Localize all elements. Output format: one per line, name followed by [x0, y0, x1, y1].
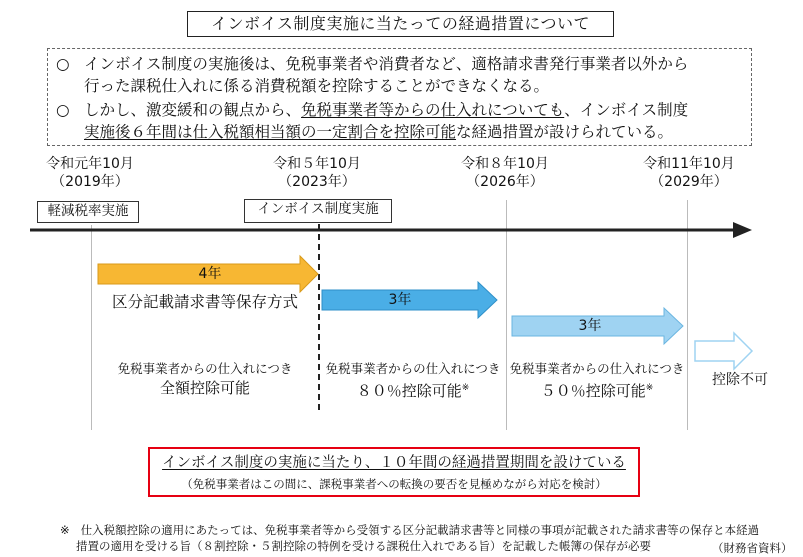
bullet-circle-icon: ○: [56, 55, 70, 73]
footnote-line-1: [60, 522, 759, 538]
date-year: （2023年）: [278, 174, 356, 190]
intro-text-3b: 免税事業者等からの仕入れについても: [301, 101, 565, 119]
footnote-mark: ※: [645, 383, 654, 393]
timeline-arrowhead-icon: [733, 222, 752, 238]
bullet-circle-icon: ○: [56, 101, 70, 119]
arrow-no-deduction: [695, 333, 752, 369]
date-era: 令和５年10月: [273, 156, 361, 172]
date-year: （2019年）: [51, 174, 129, 190]
period-2-deduction: [320, 360, 506, 401]
date-era: 令和８年10月: [461, 156, 549, 172]
intro-text-4a: 実施後６年間は仕入税額相当額の一定割合を控除可能: [84, 123, 457, 141]
period-2-years: 3年: [388, 292, 412, 308]
footnote-line-2: 措置の適用を受ける旨（８割控除・５割控除の特例を受ける課税仕入れである旨）を記載した帳簿の保存が必要: [76, 539, 651, 553]
period-1-deduction: [92, 360, 318, 398]
source-label: （財務省資料）: [712, 541, 793, 555]
footnote-mark: ※: [461, 383, 470, 393]
summary-note: （免税事業者はこの間に、課税事業者への転換の要否を見極めながら対応を検討）: [181, 477, 607, 491]
period-3-deduction: [507, 360, 687, 401]
intro-text-3a: しかし、激変緩和の観点から、: [84, 101, 302, 119]
caption: 免税事業者からの仕入れにつき: [325, 361, 501, 376]
footnote-mark: ※: [60, 523, 70, 537]
caption: 免税事業者からの仕入れにつき: [509, 361, 685, 376]
date-era: 令和元年10月: [46, 156, 134, 172]
tag-reduced-tax: 軽減税率実施: [37, 201, 139, 223]
period-4-deduction: 控除不可: [712, 372, 768, 388]
period-1-years: 4年: [198, 266, 222, 282]
footnote-text-1: 仕入税額控除の適用にあたっては、免税事業者等から受領する区分記載請求書等と同様の事項が記載された請求書等の保存と本経過: [80, 523, 760, 537]
deduction-value: ８０％控除可能※: [356, 382, 470, 400]
deduction-value: ５０％控除可能※: [540, 382, 654, 400]
caption: 免税事業者からの仕入れにつき: [117, 361, 293, 376]
intro-text-1: インボイス制度の実施後は、免税事業者や消費者など、適格請求書発行事業者以外から: [84, 55, 689, 73]
deduction-value: 全額控除可能: [159, 379, 250, 397]
period-3-years: 3年: [578, 318, 602, 334]
date-era: 令和11年10月: [643, 156, 735, 172]
date-year: （2029年）: [650, 174, 728, 190]
date-year: （2026年）: [466, 174, 544, 190]
summary-headline-text: インボイス制度の実施に当たり、１０年間の経過措置期間を設けている: [162, 455, 626, 471]
method-label: 区分記載請求書等保存方式: [111, 293, 298, 311]
tag-invoice-start: インボイス制度実施: [244, 199, 392, 223]
summary-headline: [150, 453, 638, 473]
page-title: インボイス制度実施に当たっての経過措置について: [187, 11, 614, 37]
summary-box: [148, 447, 640, 497]
intro-text-4b: な経過措置が設けられている。: [456, 123, 674, 141]
intro-text-3c: 、インボイス制度: [564, 101, 689, 119]
intro-line-2: 行った課税仕入れに係る消費税額を控除することができなくなる。: [84, 77, 550, 95]
